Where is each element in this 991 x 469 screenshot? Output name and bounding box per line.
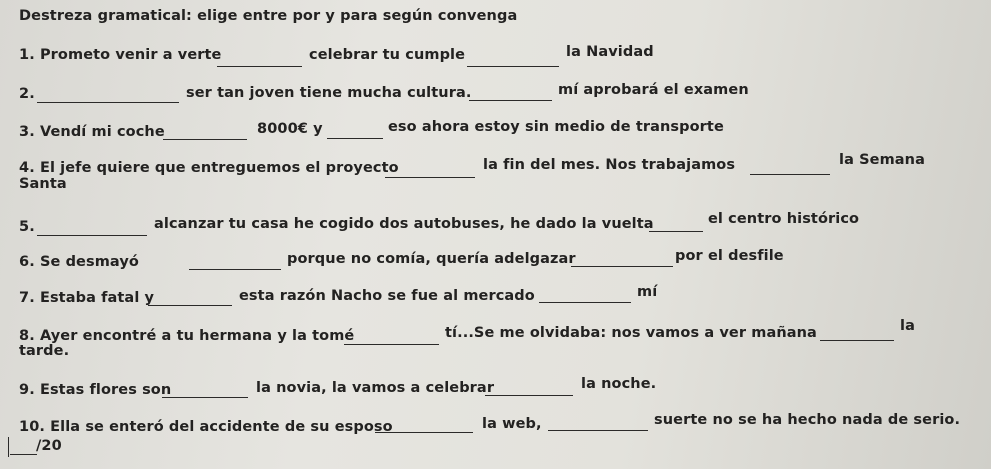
item-8-part-c: la xyxy=(900,318,915,334)
item-7-part-b: esta razón Nacho se fue al mercado xyxy=(239,288,535,304)
item-3-part-c: eso ahora estoy sin medio de transporte xyxy=(388,119,724,135)
item-3-part-a: 3. Vendí mi coche xyxy=(19,124,165,140)
item-9-part-c: la noche. xyxy=(581,376,657,392)
item-5-blank-1[interactable] xyxy=(37,235,147,236)
item-5-part-a: 5. xyxy=(19,219,35,235)
item-6-part-b: porque no comía, quería adelgazar xyxy=(287,251,576,267)
score-total: /20 xyxy=(36,438,62,454)
item-5-part-b: alcanzar tu casa he cogido dos autobuses, he dado la vuelta xyxy=(154,216,654,232)
item-2-part-c: mí aprobará el examen xyxy=(558,82,749,98)
item-3-blank-1[interactable] xyxy=(163,139,247,140)
item-8-blank-2[interactable] xyxy=(820,340,894,341)
item-9-blank-1[interactable] xyxy=(162,397,248,398)
item-8-part-b: tí...Se me olvidaba: nos vamos a ver mañana xyxy=(445,325,817,341)
item-10-part-c: suerte no se ha hecho nada de serio. xyxy=(654,412,961,428)
item-2-blank-1[interactable] xyxy=(37,102,179,103)
item-8-blank-1[interactable] xyxy=(344,344,439,345)
item-7-blank-1[interactable] xyxy=(148,305,232,306)
item-10-part-b: la web, xyxy=(482,416,542,432)
item-9-part-a: 9. Estas flores son xyxy=(19,382,172,398)
item-1-part-c: la Navidad xyxy=(566,44,654,60)
item-4-part-b: la fin del mes. Nos trabajamos xyxy=(483,157,736,173)
item-1-blank-1[interactable] xyxy=(217,66,302,67)
item-7-part-a: 7. Estaba fatal y xyxy=(19,290,155,306)
item-3-part-b: 8000€ y xyxy=(257,121,323,137)
item-7-part-c: mí xyxy=(637,284,658,300)
item-4-blank-1[interactable] xyxy=(385,177,475,178)
item-5-blank-2[interactable] xyxy=(649,231,703,232)
item-4-blank-2[interactable] xyxy=(750,174,830,175)
item-4-part-a: 4. El jefe quiere que entreguemos el proyecto xyxy=(19,160,399,176)
item-10-part-a: 10. Ella se enteró del accidente de su esposo xyxy=(19,419,393,435)
item-1-part-a: 1. Prometo venir a verte xyxy=(19,47,222,63)
item-4-part-d: Santa xyxy=(19,176,67,192)
item-5-part-c: el centro histórico xyxy=(708,211,860,227)
item-1-blank-2[interactable] xyxy=(467,66,559,67)
item-9-blank-2[interactable] xyxy=(485,395,573,396)
item-2-part-b: ser tan joven tiene mucha cultura. xyxy=(186,85,472,101)
item-4-part-c: la Semana xyxy=(839,152,925,168)
item-2-part-a: 2. xyxy=(19,86,35,102)
score-blank[interactable] xyxy=(10,454,37,455)
item-6-blank-1[interactable] xyxy=(189,269,281,270)
item-10-blank-1[interactable] xyxy=(375,432,473,433)
item-9-part-b: la novia, la vamos a celebrar xyxy=(256,380,495,396)
item-8-part-a: 8. Ayer encontré a tu hermana y la tomé xyxy=(19,328,355,344)
item-3-blank-2[interactable] xyxy=(327,138,383,139)
worksheet-title: Destreza gramatical: elige entre por y para según convenga xyxy=(19,8,518,24)
item-10-blank-2[interactable] xyxy=(548,430,648,431)
item-1-part-b: celebrar tu cumple xyxy=(309,47,466,63)
item-8-part-d: tarde. xyxy=(19,343,70,359)
item-6-blank-2[interactable] xyxy=(571,266,673,267)
item-6-part-a: 6. Se desmayó xyxy=(19,254,139,270)
item-6-part-c: por el desfile xyxy=(675,248,784,264)
item-2-blank-2[interactable] xyxy=(469,100,552,101)
item-7-blank-2[interactable] xyxy=(539,302,631,303)
